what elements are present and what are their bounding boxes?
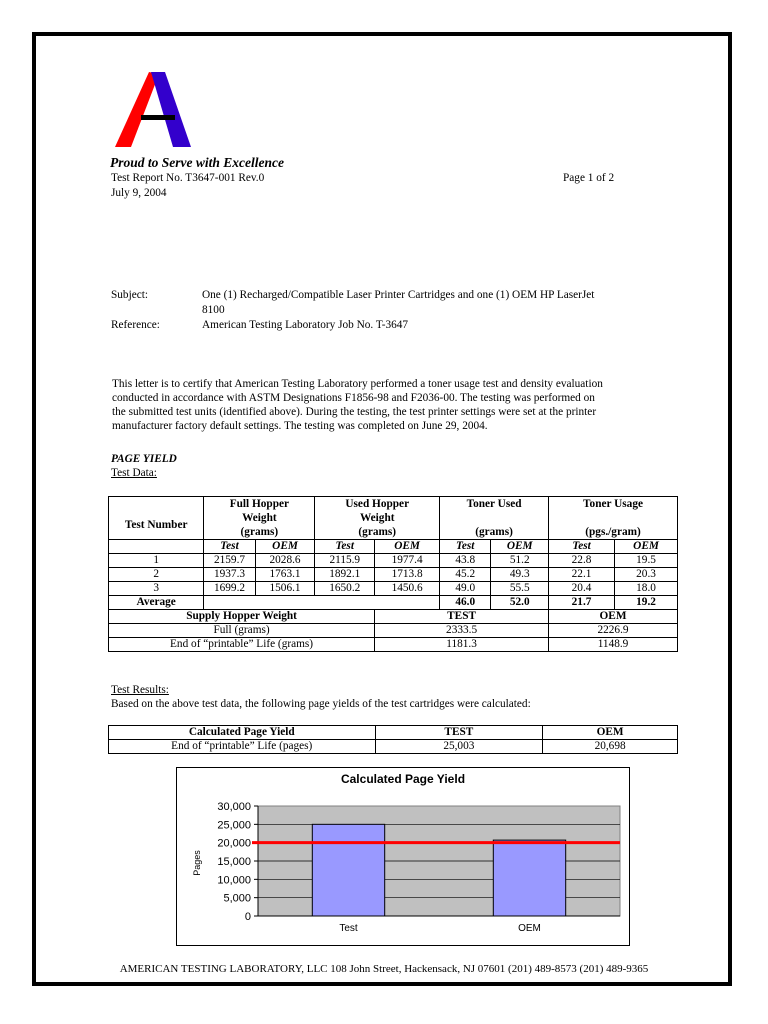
avg-toner-usage-test: 21.7: [549, 596, 615, 610]
cell-test-number: 2: [109, 568, 204, 582]
yield-header-row: [109, 726, 678, 740]
subheader-oem: OEM: [375, 540, 440, 554]
cell-toner-usage-test: 20.4: [549, 582, 615, 596]
full-grams-test: 2333.5: [375, 624, 549, 638]
cell-toner-used-test: 49.0: [440, 582, 491, 596]
y-tick-label: 15,000: [217, 856, 251, 868]
logo-crossbar: [141, 115, 175, 120]
avg-toner-used-oem: 52.0: [491, 596, 549, 610]
section-title: PAGE YIELD: [111, 453, 177, 465]
subheader-oem: OEM: [491, 540, 549, 554]
table-row: [109, 582, 678, 596]
cell-used-test: 2115.9: [315, 554, 375, 568]
report-number: Test Report No. T3647-001 Rev.0: [111, 172, 265, 184]
subheader-test: Test: [549, 540, 615, 554]
subheader-test: Test: [204, 540, 255, 554]
cell-used-oem: 1977.4: [375, 554, 440, 568]
table-row: [109, 624, 678, 638]
cell-toner-usage-oem: 18.0: [615, 582, 678, 596]
test-data-table: [108, 496, 678, 652]
table-row: [109, 638, 678, 652]
header-full-hopper: Full Hopper Weight (grams): [204, 497, 315, 540]
cell-used-oem: 1450.6: [375, 582, 440, 596]
cell-test-number: 3: [109, 582, 204, 596]
intro-paragraph: [112, 377, 657, 433]
table-row: [109, 740, 678, 754]
yield-header-oem: OEM: [543, 726, 678, 740]
yield-row-label: End of “printable” Life (pages): [109, 740, 376, 754]
page-yield-table: [108, 725, 678, 754]
cell-toner-usage-test: 22.1: [549, 568, 615, 582]
cell-toner-used-test: 43.8: [440, 554, 491, 568]
intro-line: the submitted test units (identified above). During the testing, the test printer settings were set at the printer: [112, 406, 597, 418]
end-life-grams-label: End of “printable” Life (grams): [109, 638, 375, 652]
subheader-test: Test: [315, 540, 375, 554]
yield-header-test: TEST: [375, 726, 543, 740]
test-results-label: Test Results:: [111, 684, 169, 696]
header-toner-usage: Toner Usage (pgs./gram): [549, 497, 678, 540]
cell-toner-usage-oem: 20.3: [615, 568, 678, 582]
cell-full-test: 1699.2: [204, 582, 255, 596]
supply-oem-header: OEM: [549, 610, 678, 624]
yield-oem-value: 20,698: [543, 740, 678, 754]
subject-label: Subject:: [111, 289, 149, 301]
end-life-grams-test: 1181.3: [375, 638, 549, 652]
cell-blank: [204, 596, 255, 610]
supply-test-header: TEST: [375, 610, 549, 624]
logo-blue-stroke: [151, 72, 191, 147]
cell-blank: [255, 596, 315, 610]
cell-used-test: 1892.1: [315, 568, 375, 582]
x-tick-label: OEM: [518, 923, 541, 934]
cell-used-oem: 1713.8: [375, 568, 440, 582]
intro-line: manufacturer factory default settings. The testing was completed on June 29, 2004.: [112, 420, 488, 432]
reference-label: Reference:: [111, 319, 160, 331]
reference-value: American Testing Laboratory Job No. T-3647: [202, 319, 409, 331]
table-subheader-row: [109, 540, 678, 554]
cell-toner-used-oem: 49.3: [491, 568, 549, 582]
subject-line-2: 8100: [202, 304, 225, 316]
subject-line-1: One (1) Recharged/Compatible Laser Printer Cartridges and one (1) OEM HP LaserJet: [202, 289, 595, 301]
average-label: Average: [109, 596, 204, 610]
cell-toner-used-oem: 55.5: [491, 582, 549, 596]
intro-line: This letter is to certify that American Testing Laboratory performed a toner usage test and density evaluation: [112, 378, 603, 390]
supply-header-row: [109, 610, 678, 624]
average-row: [109, 596, 678, 610]
intro-line: conducted in accordance with ASTM Designations F1856-98 and F2036-00. The testing was performed on: [112, 392, 595, 404]
subheader-blank: [109, 540, 204, 554]
cell-blank: [315, 596, 375, 610]
cell-used-test: 1650.2: [315, 582, 375, 596]
y-tick-label: 10,000: [217, 874, 251, 887]
logo-red-stroke: [115, 72, 159, 147]
cell-test-number: 1: [109, 554, 204, 568]
y-axis-label: Pages: [192, 850, 202, 876]
y-tick-label: 5,000: [223, 892, 251, 905]
avg-toner-usage-oem: 19.2: [615, 596, 678, 610]
tagline: Proud to Serve with Excellence: [110, 155, 284, 170]
x-tick-label: Test: [339, 923, 358, 934]
cell-toner-usage-oem: 19.5: [615, 554, 678, 568]
yield-header-label: Calculated Page Yield: [109, 726, 376, 740]
full-grams-oem: 2226.9: [549, 624, 678, 638]
report-date: July 9, 2004: [111, 187, 167, 199]
end-life-grams-oem: 1148.9: [549, 638, 678, 652]
yield-test-value: 25,003: [375, 740, 543, 754]
test-data-label: Test Data:: [111, 467, 157, 479]
bar-oem: [493, 840, 565, 916]
cell-full-test: 2159.7: [204, 554, 255, 568]
subheader-oem: OEM: [255, 540, 315, 554]
cell-toner-used-test: 45.2: [440, 568, 491, 582]
header-toner-used: Toner Used (grams): [440, 497, 549, 540]
cell-full-oem: 1763.1: [255, 568, 315, 582]
table-header-row: [109, 497, 678, 540]
company-logo: [115, 72, 195, 152]
subheader-test: Test: [440, 540, 491, 554]
cell-full-oem: 2028.6: [255, 554, 315, 568]
footer: AMERICAN TESTING LABORATORY, LLC 108 John Street, Hackensack, NJ 07601 (201) 489-8573 (201) 489-9365: [119, 963, 649, 975]
cell-full-test: 1937.3: [204, 568, 255, 582]
cell-toner-used-oem: 51.2: [491, 554, 549, 568]
full-grams-label: Full (grams): [109, 624, 375, 638]
header-used-hopper: Used Hopper Weight (grams): [315, 497, 440, 540]
y-tick-label: 20,000: [217, 837, 251, 850]
subheader-oem: OEM: [615, 540, 678, 554]
page-yield-chart: [176, 767, 630, 946]
bar-test: [312, 824, 384, 916]
chart-title: Calculated Page Yield: [340, 772, 466, 786]
cell-toner-usage-test: 22.8: [549, 554, 615, 568]
cell-full-oem: 1506.1: [255, 582, 315, 596]
table-row: [109, 554, 678, 568]
y-tick-label: 0: [244, 911, 251, 923]
header-test-number: Test Number: [109, 497, 204, 540]
supply-hopper-label: Supply Hopper Weight: [109, 610, 375, 624]
y-tick-label: 25,000: [217, 819, 251, 832]
y-tick-label: 30,000: [217, 801, 251, 813]
cell-blank: [375, 596, 440, 610]
test-results-text: Based on the above test data, the following page yields of the test cartridges were calculated:: [111, 698, 531, 710]
page-number: Page 1 of 2: [563, 172, 615, 184]
table-row: [109, 568, 678, 582]
avg-toner-used-test: 46.0: [440, 596, 491, 610]
